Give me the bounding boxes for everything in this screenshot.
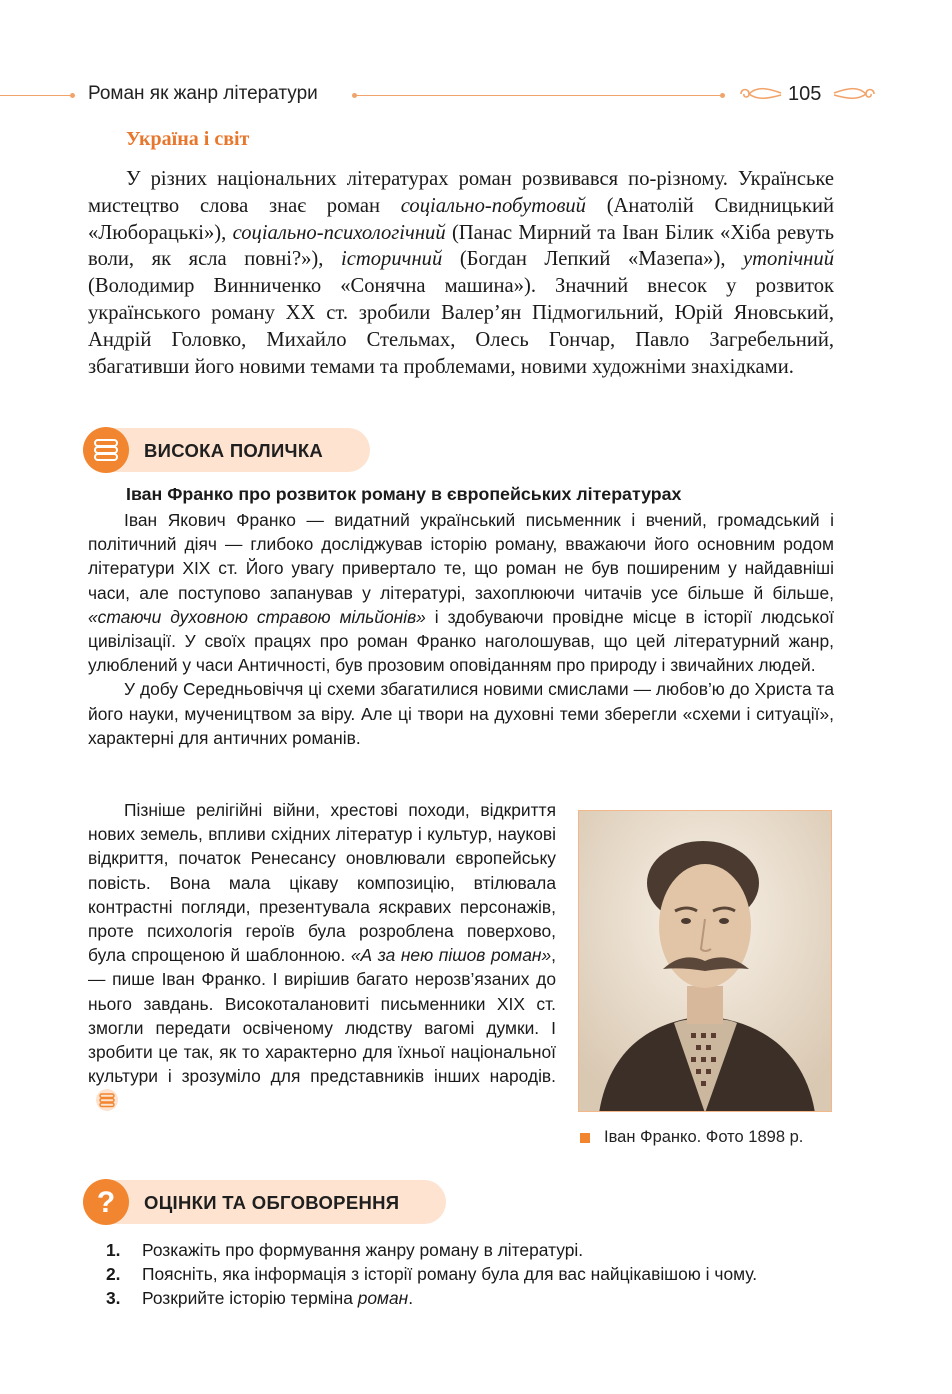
question-item [106,1262,834,1286]
photo-caption: Іван Франко. Фото 1898 р. [604,1128,804,1146]
shelf-text-full-width [88,508,834,750]
question-number: 3. [106,1288,121,1309]
section-title: Україна і світ [126,128,250,150]
discussion-banner-badge [83,1179,129,1225]
page-number: 105 [788,83,822,105]
question-item [106,1286,834,1310]
question-number: 1. [106,1240,121,1260]
shelf-subtitle: Іван Франко про розвиток роману в європейських літературах [126,484,682,504]
book-stack-icon [94,1089,120,1111]
question-text: Розкажіть про формування жанру роману в літературі. [142,1240,584,1260]
header-rule-dot [720,93,725,98]
header-rule-middle [356,95,720,96]
section-paragraph: У різних національних літературах роман розвивався по-різному. Українське мистецтво слова знає роман соціально-побутовий (Анатолій Свидницький «Люборацькі»), соціально-психологічний (Панас Мирний та Іван Білик «Хіба ревуть воли, як ясла повні?»), історичний (Богдан Лепкий «Мазепа»), утопічний (Володимир Винниченко «Сонячна машина»). Значний внесок у розвиток українського роману XX ст. зробили Валер’ян Підмогильний, Юрій Яновський, Андрій Головко, Михайло Стельмах, Олесь Гончар, Павло Загребельний, збагативши його новими темами та проблемами, новими художніми знахідками. [88,168,834,378]
book-stack-icon [83,427,129,473]
shelf-paragraph-3: Пізніше релігійні війни, хрестові походи, відкриття нових земель, впливи східних літератур і культур, наукові відкриття, початок Ренесансу оновлювали європейську повість. Вона мала цікаву композицію, втілювала контрастні погляди, презентувала яскравих персонажів, проте психологія героїв була розроблена поверхово, була спрощеною й шаблонною. «А за нею пішов роман», — пише Іван Франко. І вирішив багато нерозв’язаних до нього завдань. Високоталановиті письменники XIX ст. змогли передати освіченому людству вагомі думки. І зробити це так, як то характерно для їхньої національної культури і зрозуміло для представників інших народів. [88,798,556,1113]
shelf-banner-label: ВИСОКА ПОЛИЧКА [144,440,324,461]
discussion-banner-label: ОЦІНКИ ТА ОБГОВОРЕННЯ [144,1192,400,1213]
shelf-paragraph-1: Іван Якович Франко — видатний український письменник і вчений, громадський і політичний діяч — глибоко досліджував історію роману, вважаючи його основним родом літератури XIX ст. Його увагу привертало те, що роман не був поширеним у найдавніші часи, але поступово запанував у літературі, захоплюючи читачів усе більше й більше, «стаючи духовною стравою мільйонів» і здобуваючи провідне місце в історії людської цивілізації. У своїх працях про роман Франко наголошував, що цей літературний жанр, улюблений у часи Античності, був прозовим оповіданням про природу і звичайних людей. [88,510,834,676]
running-head: Роман як жанр літератури [88,83,318,104]
question-list [106,1238,834,1311]
question-item [106,1238,834,1262]
question-number: 2. [106,1264,121,1285]
portrait-illustration [579,811,832,1112]
caption-marker [580,1133,590,1143]
question-text: Розкрийте історію терміна роман. [142,1288,414,1309]
shelf-banner-badge [83,427,129,473]
header-rule-dot [70,93,75,98]
portrait-photo [578,810,832,1112]
question-mark-icon [83,1179,129,1225]
shelf-text-narrow [88,798,556,1113]
shelf-paragraph-2: У добу Середньовіччя ці схеми збагатилися новими смислами — любов’ю до Христа та його науки, мучеництвом за віру. Але ці твори на духовні теми зберегли «схеми і ситуації», характерні для античних романів. [88,679,834,748]
ornament-left-icon [737,84,783,104]
question-text: Поясніть, яка інформація з історії роману була для вас найцікавішою і чому. [142,1264,758,1285]
ornament-right-icon [832,84,878,104]
svg-text:?: ? [96,1186,116,1219]
header-rule-left [0,95,70,96]
